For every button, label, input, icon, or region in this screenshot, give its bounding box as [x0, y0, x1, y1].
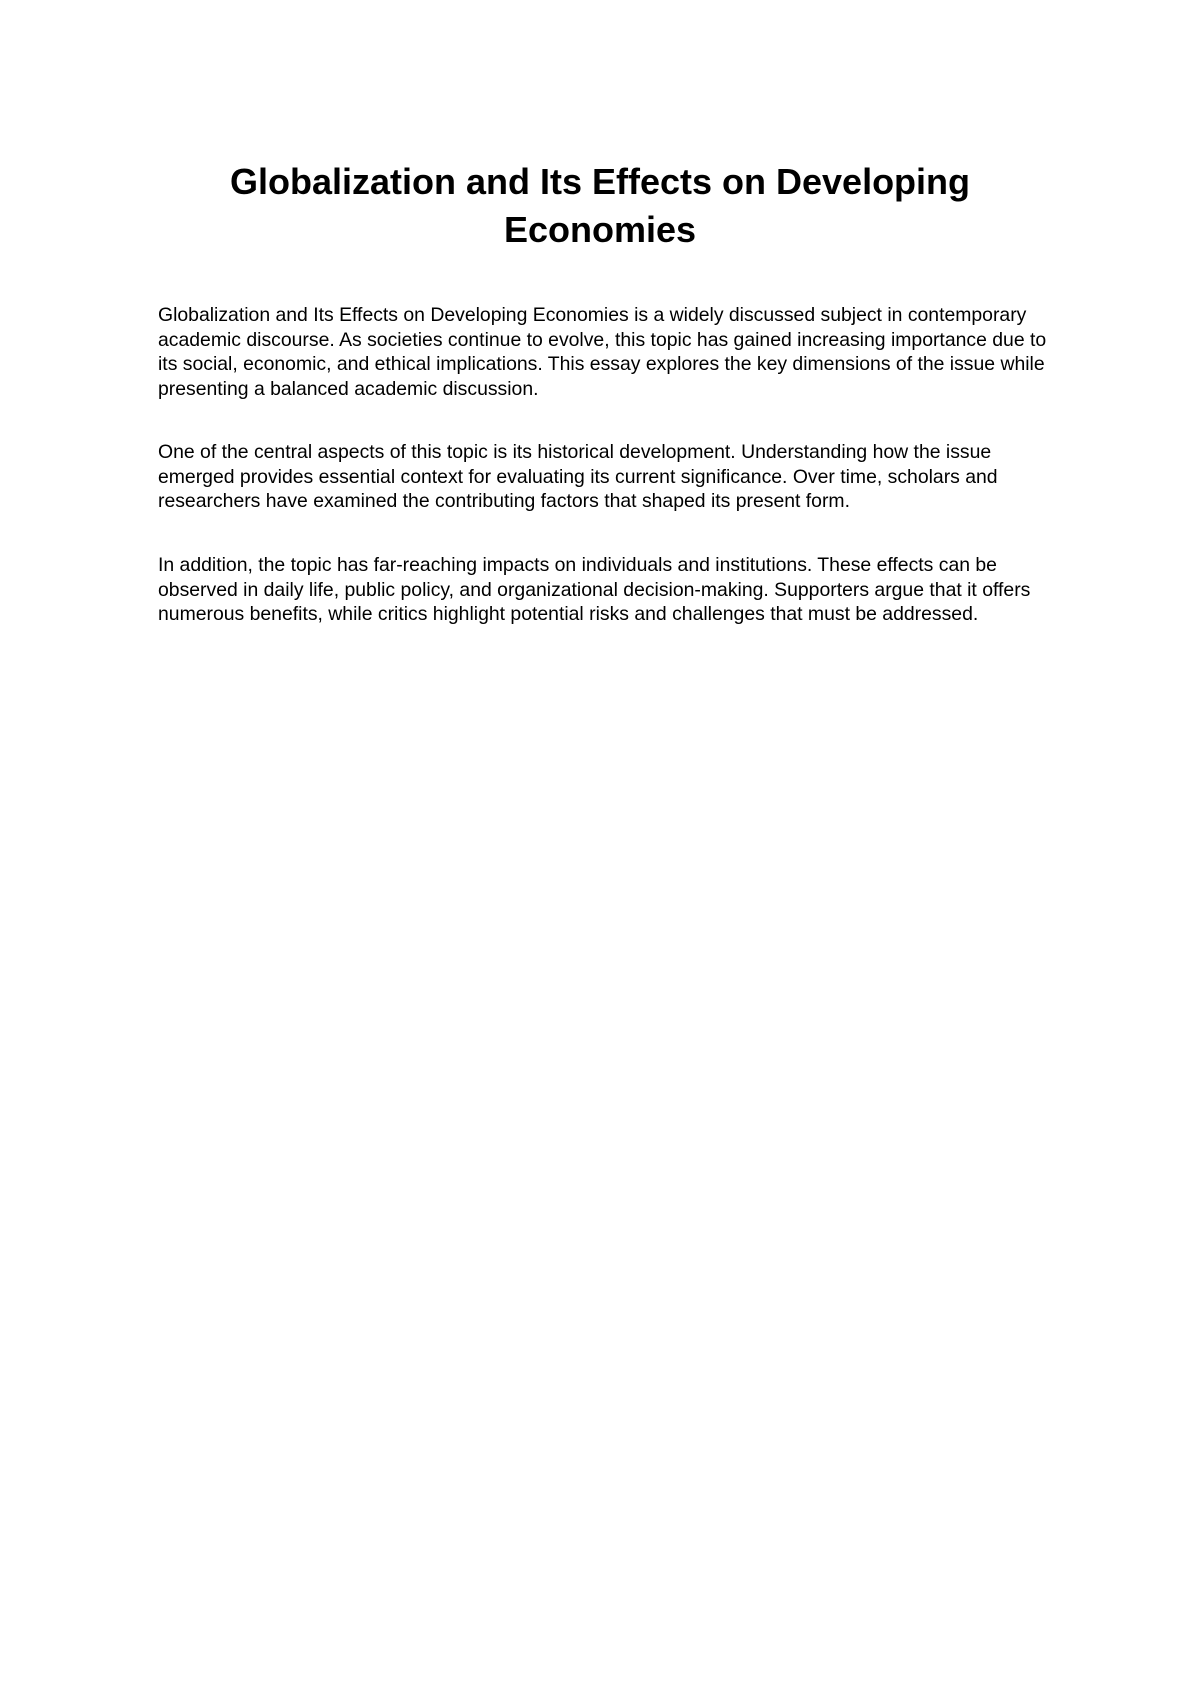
- paragraph-introduction: Globalization and Its Effects on Developing Economies is a widely discussed subject in contemporary academic discourse. As societies continue to evolve, this topic has gained increasing importance due to its social, economic, and ethical implications. This essay explores the key dimensions of the issue while presenting a balanced academic discussion.: [158, 304, 1047, 400]
- document-title: Globalization and Its Effects on Developing Economies: [229, 161, 971, 250]
- paragraph-historical-development: One of the central aspects of this topic is its historical development. Understanding how the issue emerged provides essential context for evaluating its current significance. Over time, scholars and researchers have examined the contributing factors that shaped its present form.: [158, 441, 998, 513]
- paragraph-impacts: In addition, the topic has far-reaching impacts on individuals and institutions. These effects can be observed in daily life, public policy, and organizational decision-making. Supporters argue that it offers numerous benefits, while critics highlight potential risks and challenges that must be addressed.: [158, 554, 1031, 626]
